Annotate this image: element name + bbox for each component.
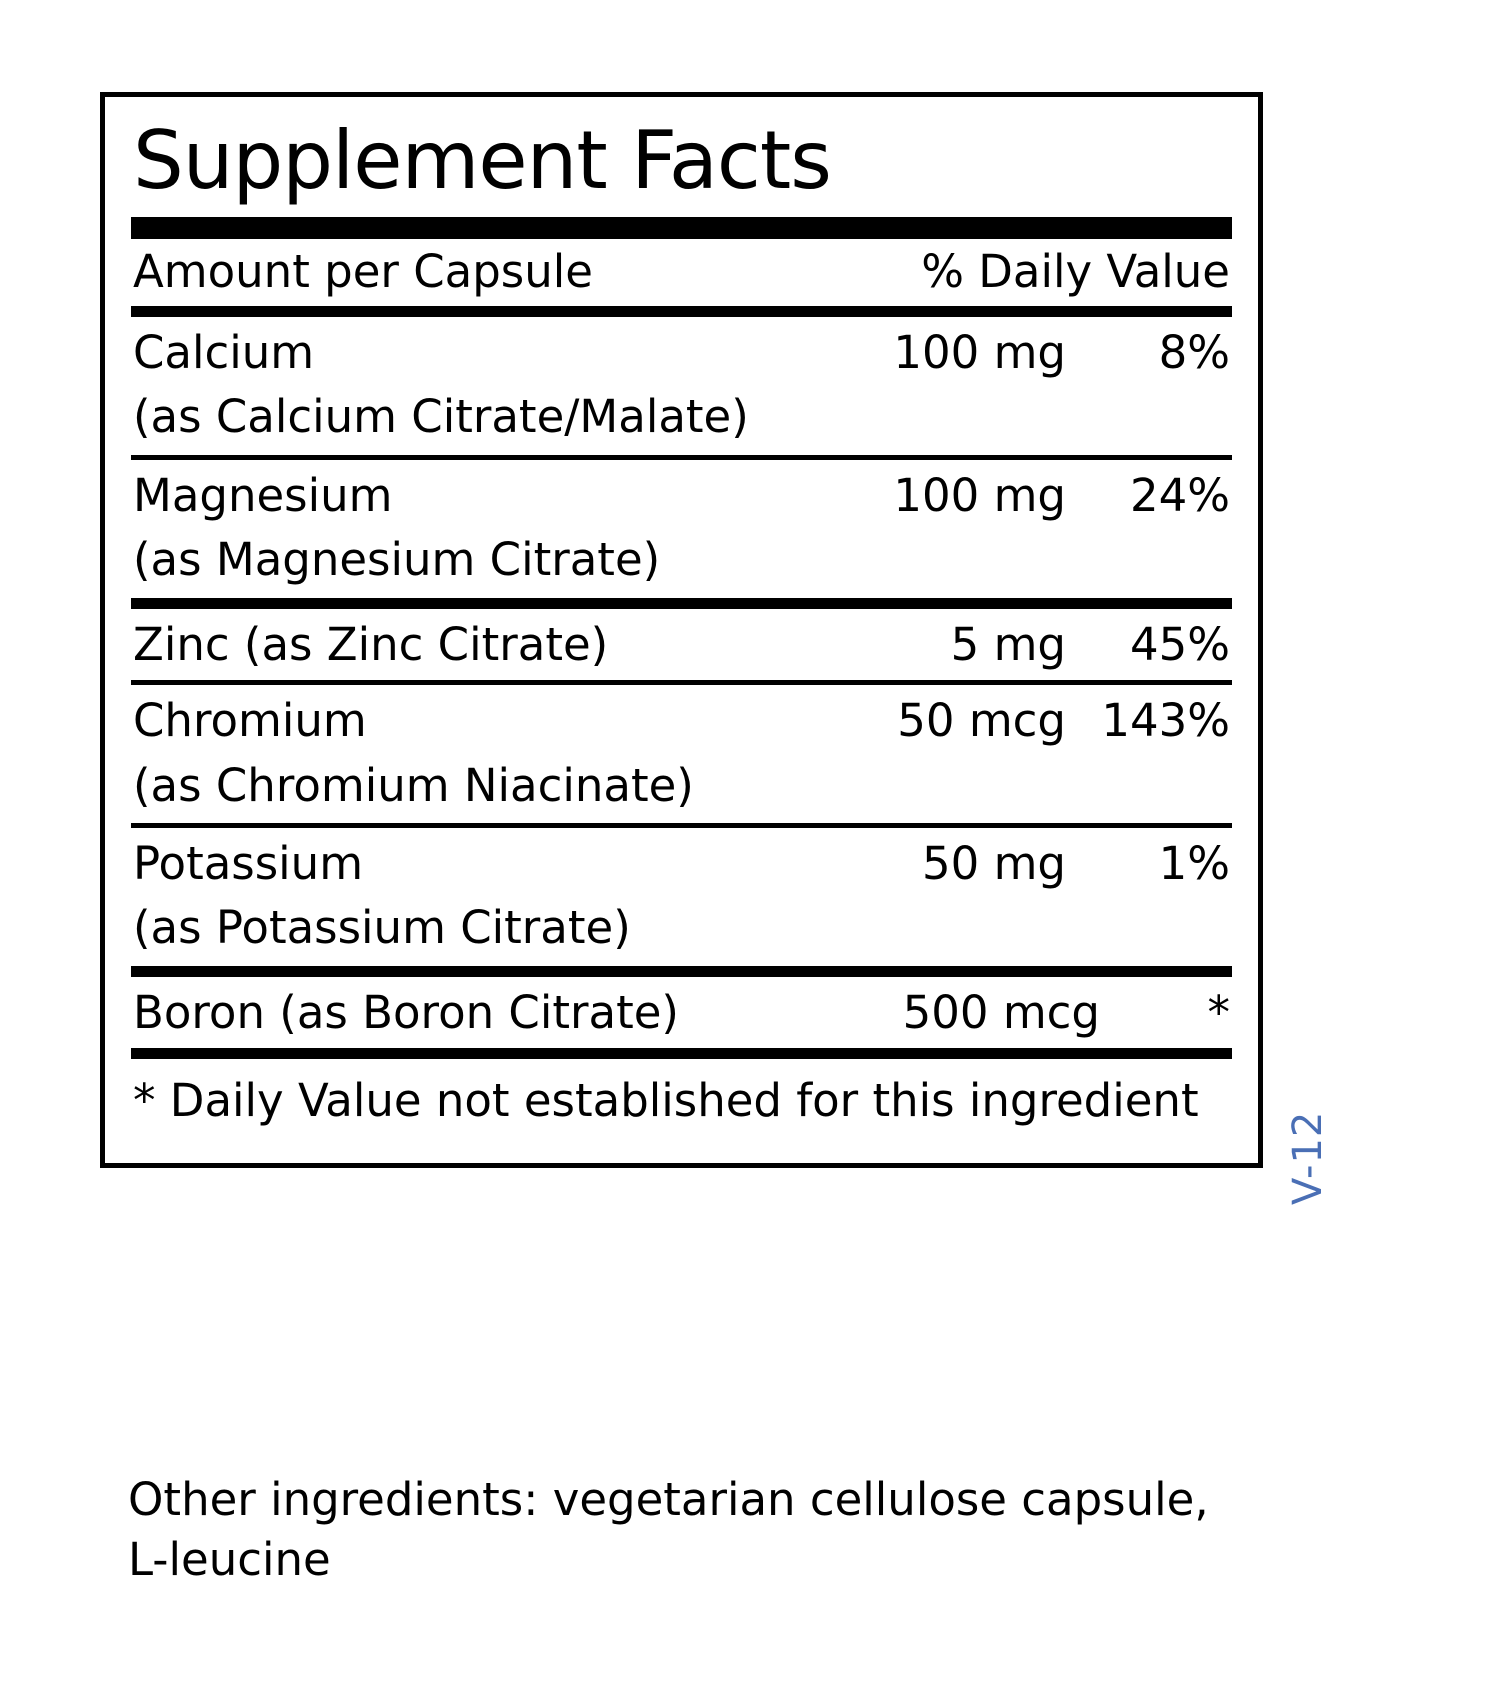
nutrient-amount: 100 mg xyxy=(893,326,1066,379)
nutrient-name: Chromium xyxy=(133,694,367,748)
table-row xyxy=(131,460,1232,531)
table-row xyxy=(131,977,1232,1048)
amount-per-serving-label: Amount per Capsule xyxy=(133,245,593,298)
nutrient-dv: * xyxy=(1207,985,1230,1039)
nutrient-name: Zinc (as Zinc Citrate) xyxy=(133,617,609,671)
nutrient-amount: 50 mg xyxy=(922,837,1066,891)
table-row xyxy=(131,317,1232,388)
other-ingredients: Other ingredients: vegetarian cellulose capsule, L-leucine xyxy=(128,1473,1209,1586)
nutrient-dv: 24% xyxy=(1129,468,1230,522)
nutrient-dv: 45% xyxy=(1129,617,1230,671)
version-code: V-12 xyxy=(1285,1110,1331,1205)
nutrient-name: Potassium xyxy=(133,837,364,891)
table-header-row xyxy=(131,239,1232,306)
nutrient-dv: 143% xyxy=(1101,694,1230,748)
page-title: Supplement Facts xyxy=(133,114,831,207)
divider-med-4 xyxy=(131,1048,1232,1059)
divider-med-2 xyxy=(131,598,1232,609)
nutrient-amount: 500 mcg xyxy=(902,985,1100,1039)
nutrient-source: (as Potassium Citrate) xyxy=(133,901,631,955)
divider-med-3 xyxy=(131,966,1232,977)
divider-med-1 xyxy=(131,306,1232,317)
divider-thick-top xyxy=(131,217,1232,239)
nutrient-name: Magnesium xyxy=(133,468,393,522)
footnote: * Daily Value not established for this ingredient xyxy=(133,1074,1199,1128)
nutrient-name: Calcium xyxy=(133,326,315,379)
nutrient-source: (as Chromium Niacinate) xyxy=(133,758,694,812)
table-row xyxy=(131,685,1232,756)
supplement-facts-panel xyxy=(100,92,1263,1168)
nutrient-dv: 8% xyxy=(1158,326,1230,379)
nutrient-source: (as Magnesium Citrate) xyxy=(133,533,661,587)
nutrient-amount: 50 mcg xyxy=(897,694,1066,748)
table-row xyxy=(131,609,1232,680)
nutrient-source: (as Calcium Citrate/Malate) xyxy=(133,390,749,444)
daily-value-label: % Daily Value xyxy=(921,245,1230,298)
nutrient-amount: 5 mg xyxy=(950,617,1066,671)
nutrient-name: Boron (as Boron Citrate) xyxy=(133,985,679,1039)
table-row xyxy=(131,828,1232,899)
nutrient-amount: 100 mg xyxy=(893,468,1066,522)
nutrient-dv: 1% xyxy=(1158,837,1230,891)
